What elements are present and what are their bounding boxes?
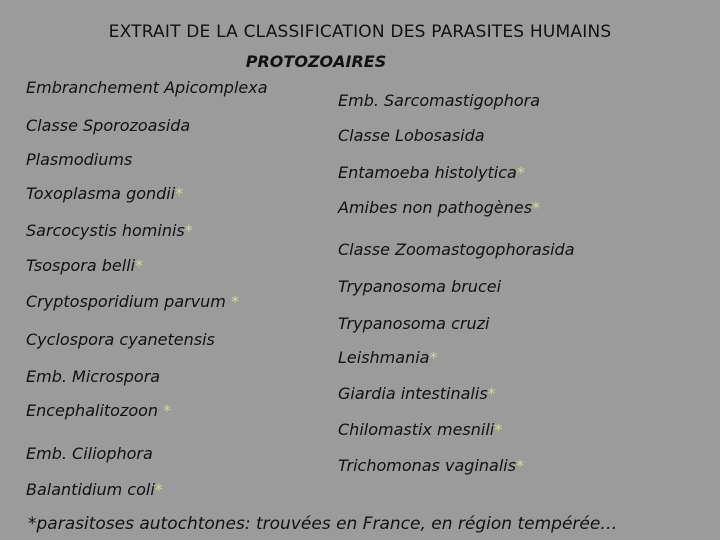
item-text: Cryptosporidium parvum <box>26 292 231 311</box>
item-text: Sarcocystis hominis <box>26 221 185 240</box>
star-marker: * <box>154 480 163 499</box>
list-item <box>26 367 160 386</box>
slide-subtitle: PROTOZOAIRES <box>245 52 387 71</box>
star-marker: * <box>516 163 525 182</box>
list-item <box>338 126 485 145</box>
item-text: Emb. Ciliophora <box>26 444 153 463</box>
list-item <box>26 184 183 203</box>
star-marker: * <box>532 198 541 217</box>
item-text: Amibes non pathogènes <box>338 198 533 217</box>
list-item <box>338 348 437 367</box>
star-marker: * <box>494 420 503 439</box>
list-item <box>338 198 540 217</box>
star-marker: * <box>516 456 525 475</box>
item-text: Cyclospora cyanetensis <box>26 330 215 349</box>
item-text: Plasmodiums <box>26 150 133 169</box>
item-text: Classe Zoomastogophorasida <box>338 240 575 259</box>
item-text: Tsospora belli <box>26 256 136 275</box>
slide-title: EXTRAIT DE LA CLASSIFICATION DES PARASITES HUMAINS <box>108 22 612 42</box>
list-item <box>338 240 575 259</box>
item-text: Embranchement Apicomplexa <box>26 78 268 97</box>
list-item <box>26 150 132 169</box>
item-text: Encephalitozoon <box>26 401 164 420</box>
star-marker: * <box>487 384 496 403</box>
list-item <box>26 480 163 499</box>
footnote: *parasitoses autochtones: trouvées en France, en région tempérée… <box>28 514 618 534</box>
list-item <box>26 401 171 420</box>
item-text: Toxoplasma gondii <box>26 184 176 203</box>
item-text: Emb. Sarcomastigophora <box>338 91 541 110</box>
list-item <box>26 256 143 275</box>
star-marker: * <box>230 292 239 311</box>
star-marker: * <box>175 184 184 203</box>
list-item <box>26 444 153 463</box>
star-marker: * <box>163 401 172 420</box>
list-item <box>26 292 239 311</box>
item-text: Chilomastix mesnili <box>338 420 495 439</box>
list-item <box>338 384 496 403</box>
star-marker: * <box>135 256 144 275</box>
item-text: Emb. Microspora <box>26 367 161 386</box>
list-item <box>26 330 215 349</box>
list-item <box>338 420 502 439</box>
list-item <box>338 456 524 475</box>
item-text: Trichomonas vaginalis <box>338 456 517 475</box>
list-item <box>26 221 193 240</box>
item-text: Giardia intestinalis <box>338 384 488 403</box>
list-item <box>26 116 190 135</box>
list-item <box>338 91 540 110</box>
item-text: Entamoeba histolytica <box>338 163 517 182</box>
list-item <box>338 277 501 296</box>
item-text: Classe Lobosasida <box>338 126 485 145</box>
list-item <box>338 163 525 182</box>
item-text: Trypanosoma cruzi <box>338 314 490 333</box>
item-text: Leishmania <box>338 348 430 367</box>
item-text: Classe Sporozoasida <box>26 116 191 135</box>
list-item <box>338 314 489 333</box>
star-marker: * <box>184 221 193 240</box>
item-text: Balantidium coli <box>26 480 155 499</box>
star-marker: * <box>429 348 438 367</box>
list-item <box>26 78 268 97</box>
item-text: Trypanosoma brucei <box>338 277 502 296</box>
